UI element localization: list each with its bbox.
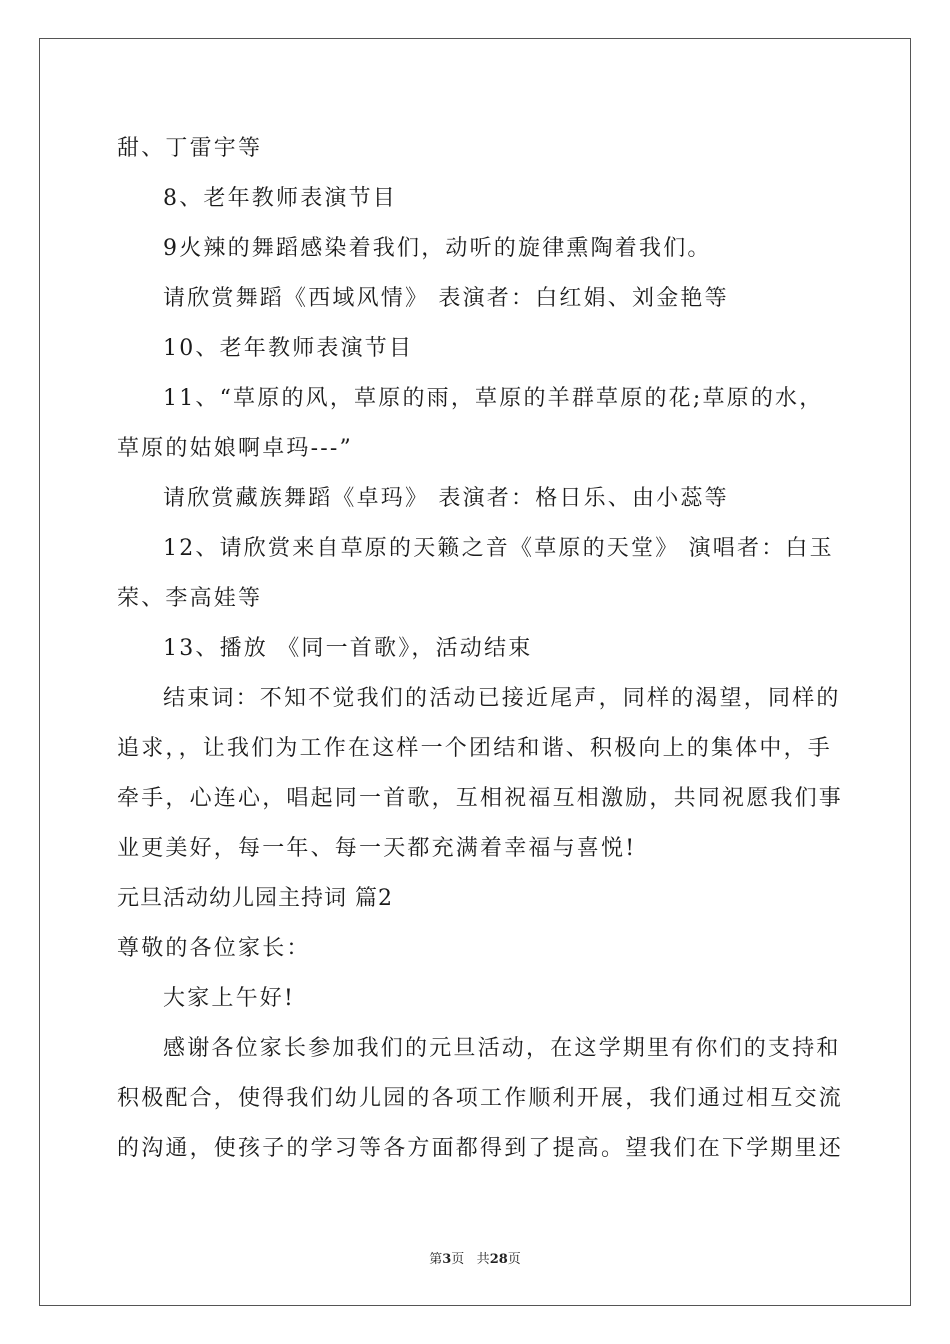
text-line: 牵手，心连心，唱起同一首歌，互相祝福互相激励，共同祝愿我们事 [117, 786, 844, 811]
section-heading: 元旦活动幼儿园主持词 篇2 [117, 886, 393, 911]
text-line: 积极配合，使得我们幼儿园的各项工作顺利开展，我们通过相互交流 [117, 1086, 844, 1111]
document-body [117, 124, 844, 1174]
footer-total-suffix: 页 [507, 1252, 521, 1267]
footer-page-suffix: 页 [451, 1252, 465, 1267]
text-line: 9火辣的舞蹈感染着我们，动听的旋律熏陶着我们。 [163, 236, 712, 261]
current-page-number: 3 [442, 1252, 452, 1267]
salutation: 尊敬的各位家长： [117, 936, 311, 961]
text-line: 的沟通，使孩子的学习等各方面都得到了提高。望我们在下学期里还 [117, 1136, 844, 1161]
footer-total-prefix: 共 [476, 1252, 490, 1267]
text-line: 请欣赏藏族舞蹈《卓玛》 表演者：格日乐、由小蕊等 [163, 486, 729, 511]
footer-prefix: 第 [429, 1252, 443, 1267]
text-line: 业更美好，每一年、每一天都充满着幸福与喜悦! [117, 836, 637, 861]
text-line: 感谢各位家长参加我们的元旦活动，在这学期里有你们的支持和 [163, 1036, 841, 1061]
text-line: 甜、丁雷宇等 [117, 136, 263, 161]
total-page-number: 28 [489, 1252, 508, 1267]
text-line: 荣、李高娃等 [117, 586, 263, 611]
text-line: 8、老年教师表演节目 [163, 186, 397, 211]
text-line: 请欣赏舞蹈《西域风情》 表演者：白红娟、刘金艳等 [163, 286, 729, 311]
text-line: 结束词：不知不觉我们的活动已接近尾声，同样的渴望，同样的 [163, 686, 841, 711]
greeting: 大家上午好! [163, 986, 296, 1011]
text-line: 草原的姑娘啊卓玛---” [117, 436, 353, 461]
text-line: 11、“草原的风，草原的雨，草原的羊群草原的花;草原的水， [163, 386, 824, 411]
text-line: 追求，，让我们为工作在这样一个团结和谐、积极向上的集体中，手 [117, 736, 833, 761]
text-line: 12、请欣赏来自草原的天籁之音《草原的天堂》 演唱者：白玉 [163, 536, 834, 561]
text-line: 10、老年教师表演节目 [163, 336, 414, 361]
page-footer [0, 1248, 950, 1267]
text-line: 13、播放 《同一首歌》，活动结束 [163, 636, 533, 661]
